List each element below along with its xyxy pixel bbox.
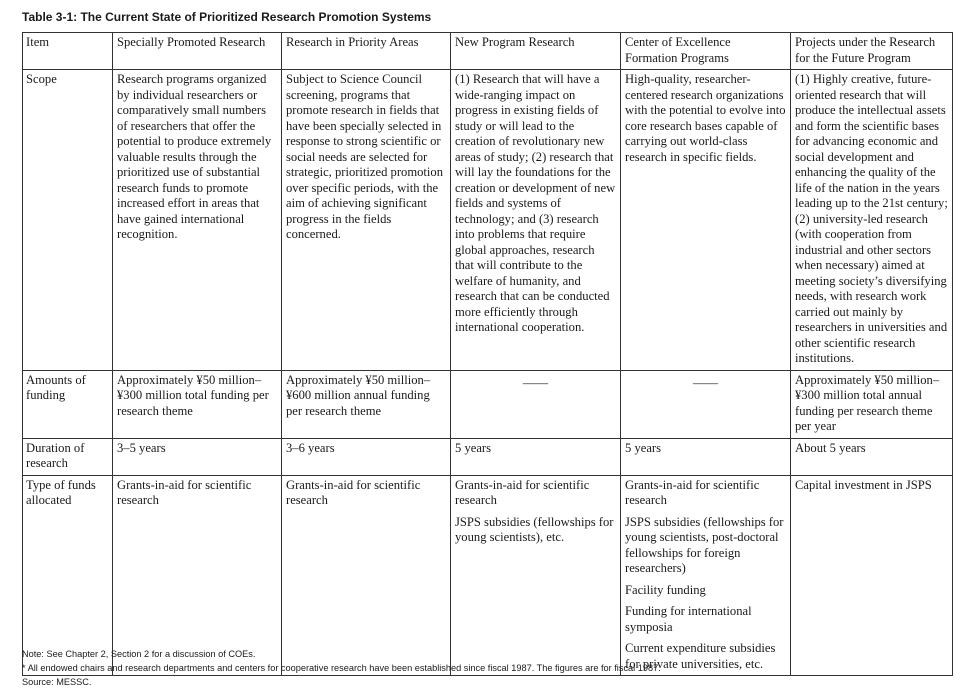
funds-specially-promoted: Grants-in-aid for scientific research — [113, 475, 282, 676]
funding-research-future: Approximately ¥50 million–¥300 million total annual funding per research theme per year — [791, 370, 953, 438]
funding-coe-formation — [621, 370, 791, 438]
funds-item: Funding for international symposia — [625, 604, 752, 634]
scope-coe-formation: High-quality, researcher-centered research organizations with the potential to evolve into core research bases capable of carrying out world-class research in specific fields. — [621, 70, 791, 371]
funds-item: JSPS subsidies (fellowships for young scientists), etc. — [455, 514, 614, 544]
funding-priority-areas: Approximately ¥50 million–¥600 million annual funding per research theme — [282, 370, 451, 438]
funds-item: Grants-in-aid for scientific research — [455, 477, 590, 507]
header-new-program: New Program Research — [451, 33, 621, 70]
scope-specially-promoted: Research programs organized by individual researchers or comparatively small numbers of researchers that offer the potential to produce extremely valuable results through the prioritized use of substantial research funds to promote increased effort in areas that have gained international recognition. — [113, 70, 282, 371]
table-row — [23, 475, 953, 676]
funding-dash: —— — [522, 375, 549, 390]
funds-priority-areas: Grants-in-aid for scientific research — [282, 475, 451, 676]
funds-new-program — [451, 475, 621, 676]
table-row — [23, 370, 953, 438]
header-coe-formation: Center of Excellence Formation Programs — [621, 33, 791, 70]
table-notes — [22, 647, 661, 689]
scope-research-future: (1) Highly creative, future-oriented research that will produce the intellectual assets and form the scientific bases for advancing economic and social development and enhancing the quality of the life of the nation in the years leading up to the 21st century; (2) university-led research (with cooperation from industrial and other sectors when necessary) aimed at meeting society’s diversifying needs, with research work carried out mainly by researchers in universities and other scientific research institutions. — [791, 70, 953, 371]
table-title: Table 3-1: The Current State of Prioritized Research Promotion Systems — [22, 10, 432, 24]
header-specially-promoted: Specially Promoted Research — [113, 33, 282, 70]
scope-priority-areas: Subject to Science Council screening, programs that promote research in fields that have been specially selected in response to strong scientific or social needs are selected for strategic, prioritized promotion over specific periods, with the aim of achieving significant progress in the fields concerned. — [282, 70, 451, 371]
funding-specially-promoted: Approximately ¥50 million–¥300 million total funding per research theme — [113, 370, 282, 438]
row-label-funds: Type of funds allocated — [23, 475, 113, 676]
duration-specially-promoted: 3–5 years — [113, 438, 282, 475]
funding-dash: —— — [692, 375, 719, 390]
scope-new-program: (1) Research that will have a wide-ranging impact on progress in existing fields of study or will lead to the creation of revolutionary new areas of study; (2) research that will lay the foundations for the creation or development of new fields and systems of technology; and (3) research into problems that require global approaches, research that will contribute to the welfare of humanity, and research that can be conducted more efficiently through international cooperation. — [451, 70, 621, 371]
source-text: Source: MESSC. — [22, 677, 92, 687]
footnote-text: * All endowed chairs and research departments and centers for cooperative research have been established since fiscal 1987. The figures are for fiscal 1987. — [22, 663, 661, 673]
funds-item: Current expenditure subsidies for private universities, etc. — [625, 641, 776, 671]
funds-research-future: Capital investment in JSPS — [791, 475, 953, 676]
duration-priority-areas: 3–6 years — [282, 438, 451, 475]
funds-item: Grants-in-aid for scientific research — [625, 477, 760, 507]
funds-item: JSPS subsidies (fellowships for young scientists, post-doctoral fellowships for foreign researchers) — [625, 514, 784, 575]
table-row — [23, 70, 953, 371]
row-label-scope: Scope — [23, 70, 113, 371]
research-systems-table — [22, 32, 953, 676]
funds-item: Facility funding — [625, 582, 706, 597]
table-row — [23, 438, 953, 475]
header-item: Item — [23, 33, 113, 70]
funding-new-program — [451, 370, 621, 438]
row-label-duration: Duration of research — [23, 438, 113, 475]
header-research-future: Projects under the Research for the Future Program — [791, 33, 953, 70]
funds-coe-formation — [621, 475, 791, 676]
header-priority-areas: Research in Priority Areas — [282, 33, 451, 70]
note-text: Note: See Chapter 2, Section 2 for a discussion of COEs. — [22, 649, 256, 659]
row-label-funding: Amounts of funding — [23, 370, 113, 438]
header-row — [23, 33, 953, 70]
duration-research-future: About 5 years — [791, 438, 953, 475]
duration-new-program: 5 years — [451, 438, 621, 475]
duration-coe-formation: 5 years — [621, 438, 791, 475]
